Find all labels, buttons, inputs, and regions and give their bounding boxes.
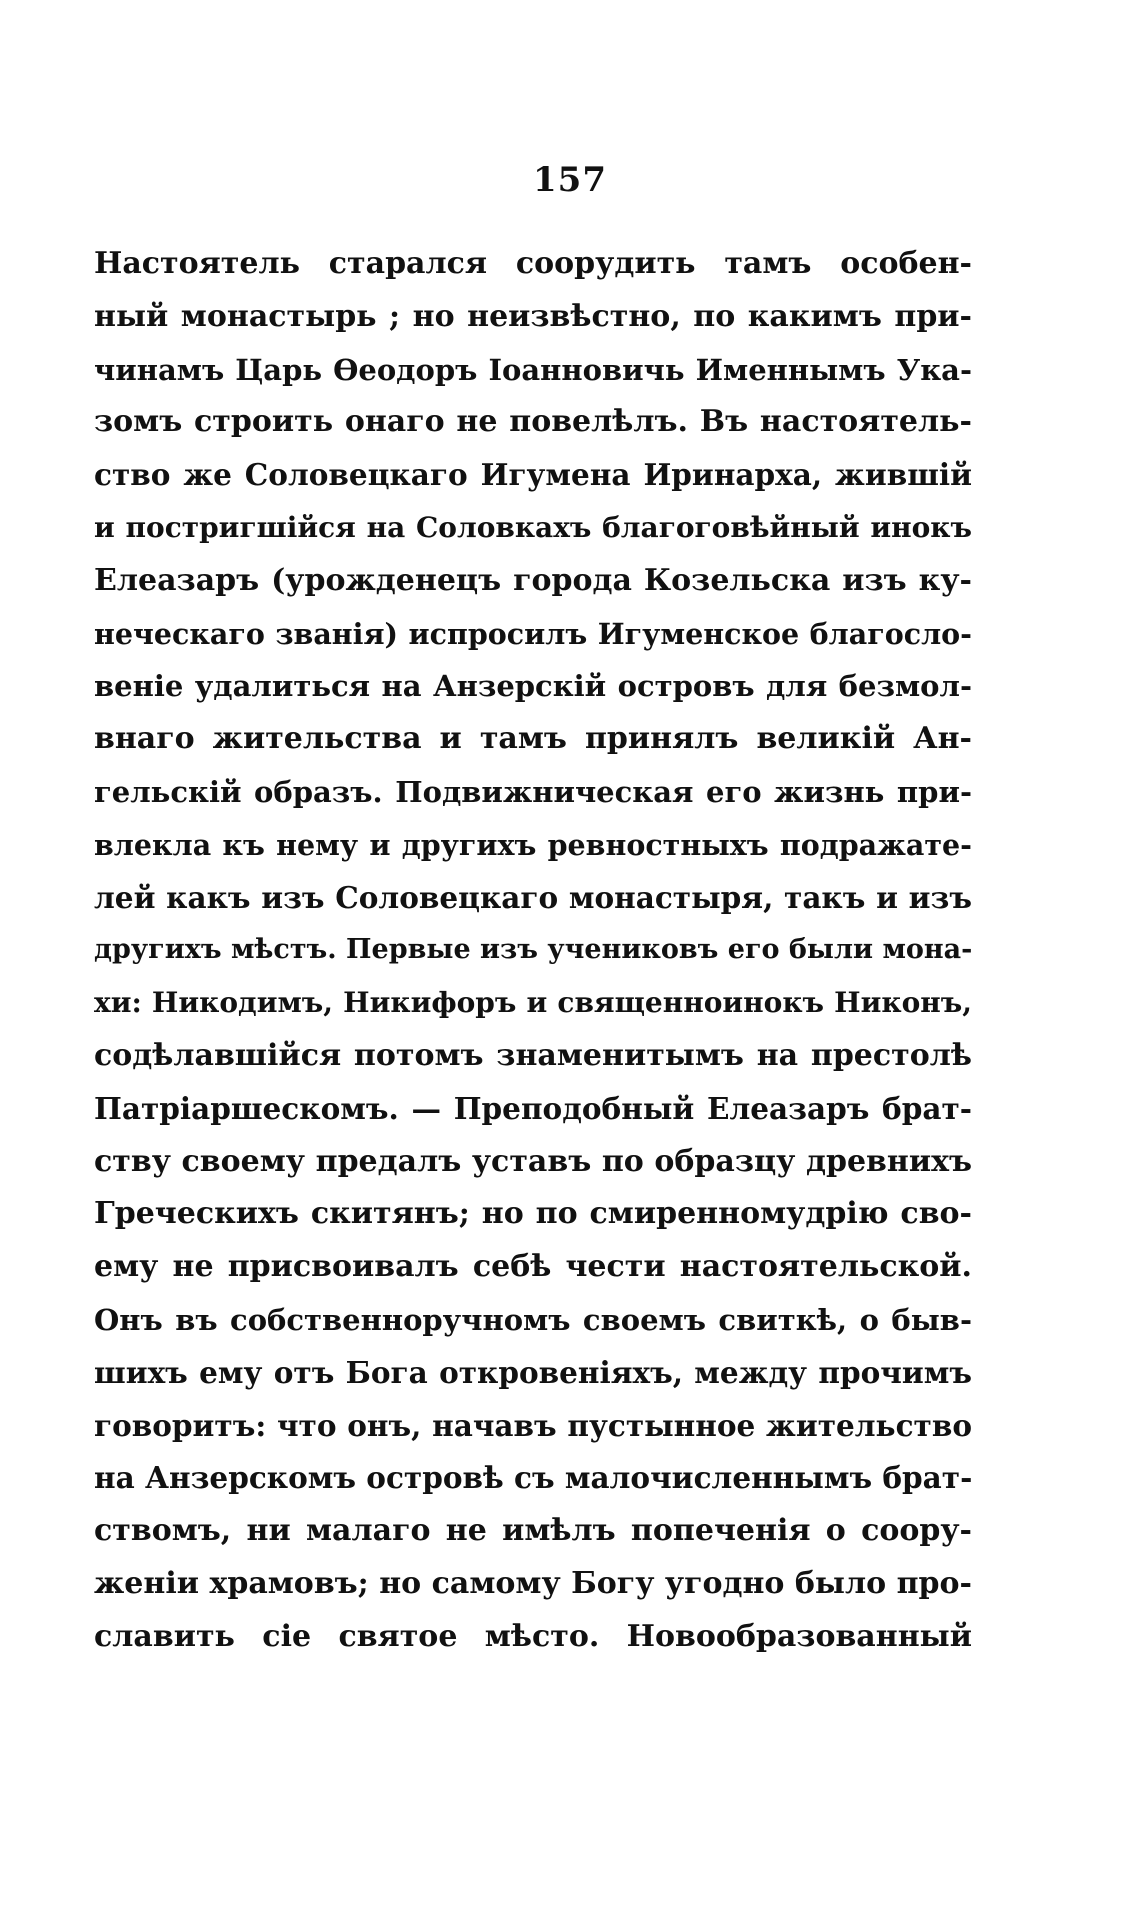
text-line: Настоятель старался соорудить тамъ особен- [94,246,972,281]
text-line: Греческихъ скитянъ; но по смиренномудрію сво- [94,1196,972,1232]
text-line: Елеазаръ (урожденецъ города Козельска изъ ку- [94,562,972,598]
text-line: женіи храмовъ; но самому Богу угодно было про- [94,1565,972,1601]
text-line: гельскій образъ. Подвижническая его жизнь при- [94,774,972,809]
text-line: ный монастырь ; но неизвѣстно, по какимъ при- [94,298,972,334]
text-line: ствомъ, ни малаго не имѣлъ попеченія о соору- [94,1513,972,1549]
text-line: ству своему предалъ уставъ по образцу древнихъ [94,1143,972,1179]
text-line: славить сіе святое мѣсто. Новообразованный [94,1618,972,1654]
text-line: ство же Соловецкаго Игумена Иринарха, жившій [94,457,972,493]
text-line: шихъ ему отъ Бога откровеніяхъ, между прочимъ [94,1354,972,1390]
text-line: ему не присвоивалъ себѣ чести настоятельской. [94,1249,972,1285]
text-line: и постригшійся на Соловкахъ благоговѣйный инокъ [94,510,972,544]
text-line: влекла къ нему и другихъ ревностныхъ подражате- [94,827,972,862]
body-text [94,238,972,1664]
text-line: содѣлавшійся потомъ знаменитымъ на престолѣ [94,1037,972,1073]
text-line: внаго жительства и тамъ принялъ великій Ан- [94,721,972,757]
text-line: Патріаршескомъ. — Преподобный Елеазаръ брат- [94,1090,972,1126]
text-line: другихъ мѣстъ. Первые изъ учениковъ его были мона- [94,934,972,966]
text-line: чинамъ Царь Ѳеодоръ Іоанновичь Именнымъ Ука- [94,352,972,387]
text-line: лей какъ изъ Соловецкаго монастыря, такъ и изъ [94,879,972,915]
text-line: хи: Никодимъ, Никифоръ и священноинокъ Никонъ, [94,986,972,1020]
text-line: неческаго званія) испросилъ Игуменское благосло- [94,616,972,651]
text-line: Онъ въ собственноручномъ своемъ свиткѣ, о быв- [94,1302,972,1337]
text-line: на Анзерскомъ островѣ съ малочисленнымъ брат- [94,1460,972,1496]
page-number: 157 [533,160,607,200]
text-line: говоритъ: что онъ, начавъ пустынное жительство [94,1407,972,1443]
text-line: веніе удалиться на Анзерскій островъ для безмол- [94,669,972,704]
text-line: зомъ строить онаго не повелѣлъ. Въ настоятель- [94,404,972,440]
